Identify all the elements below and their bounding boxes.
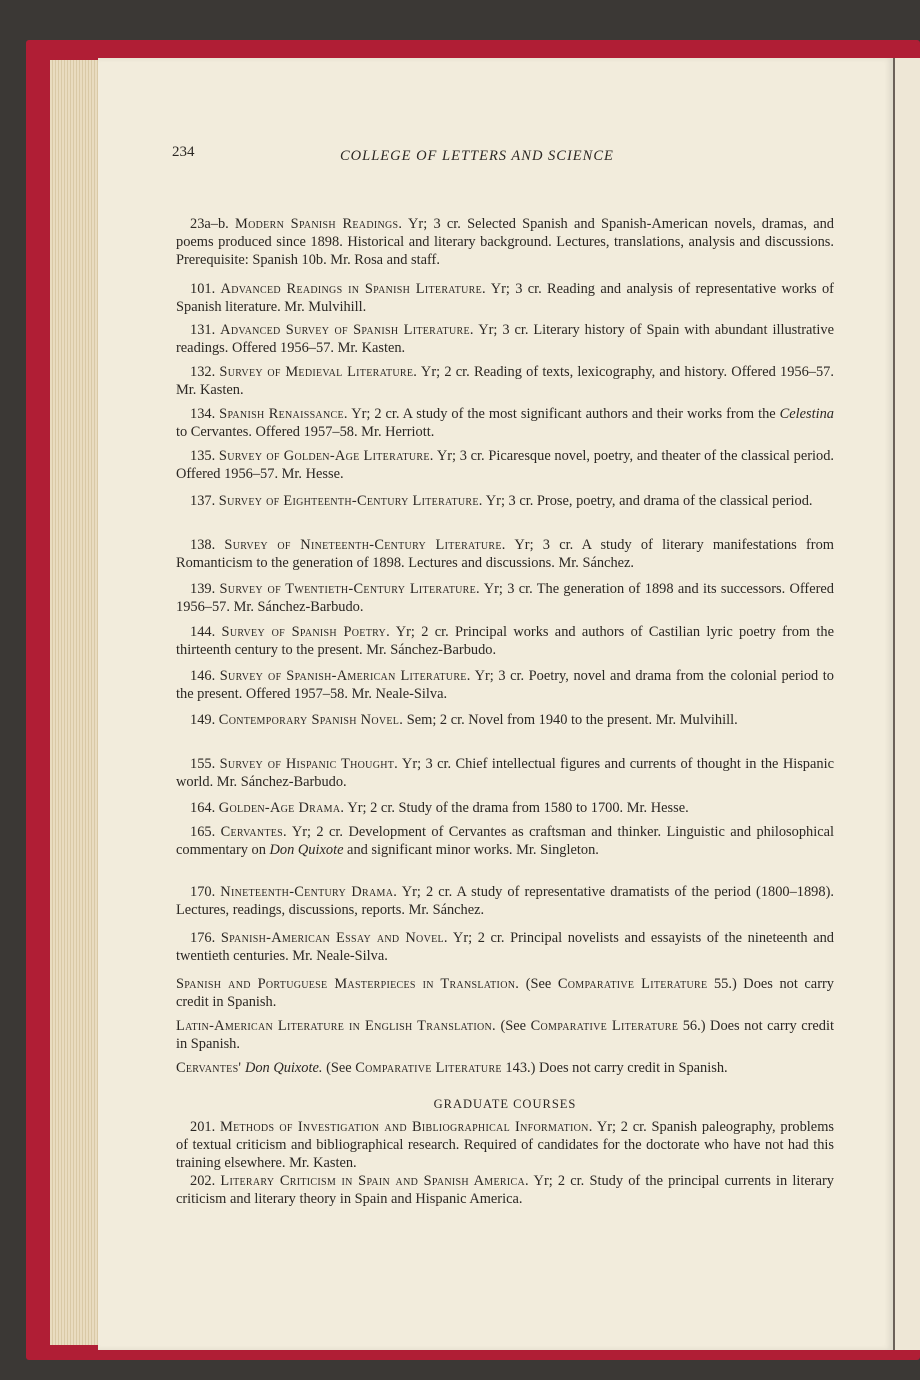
course-entry: 137. Survey of Eighteenth-Century Literature. Yr; 3 cr. Prose, poetry, and drama of the classical period.	[190, 493, 813, 509]
section-heading: GRADUATE COURSES	[433, 1097, 577, 1111]
course-entry: 155. Survey of Hispanic Thought. Yr; 3 cr. Chief intellectual figures and currents of thought in the Hispanic world. Mr. Sánchez-Barbudo.	[176, 756, 834, 790]
course-entry: 176. Spanish-American Essay and Novel. Yr; 2 cr. Principal novelists and essayists of the nineteenth and twentieth centuries. Mr. Neale-Silva.	[176, 930, 834, 964]
facing-page-edge	[893, 58, 920, 1350]
course-entry: 170. Nineteenth-Century Drama. Yr; 2 cr. A study of representative dramatists of the period (1800–1898). Lectures, readings, discussions, reports. Mr. Sánchez.	[176, 884, 834, 918]
course-entry: 101. Advanced Readings in Spanish Literature. Yr; 3 cr. Reading and analysis of representative works of Spanish literature. Mr. Mulvihill.	[176, 281, 834, 315]
course-entry: 135. Survey of Golden-Age Literature. Yr; 3 cr. Picaresque novel, poetry, and theater of the classical period. Offered 1956–57. Mr. Hesse.	[176, 448, 834, 482]
cross-reference: Spanish and Portuguese Masterpieces in Translation. (See Comparative Literature 55.) Does not carry credit in Spanish.	[176, 976, 834, 1010]
course-entry: 146. Survey of Spanish-American Literature. Yr; 3 cr. Poetry, novel and drama from the colonial period to the present. Offered 1957–58. Mr. Neale-Silva.	[176, 668, 834, 702]
cross-reference: Cervantes' Don Quixote. (See Comparative Literature 143.) Does not carry credit in Spanish.	[176, 1060, 728, 1076]
course-entry: 139. Survey of Twentieth-Century Literature. Yr; 3 cr. The generation of 1898 and its successors. Offered 1956–57. Mr. Sánchez-Barbudo.	[176, 581, 834, 615]
course-entry: 201. Methods of Investigation and Bibliographical Information. Yr; 2 cr. Spanish paleography, problems of textual criticism and bibliographical research. Required of candidates for the doctorate who have not had this training elsewhere. Mr. Kasten.	[176, 1119, 834, 1171]
course-entry: 144. Survey of Spanish Poetry. Yr; 2 cr. Principal works and authors of Castilian lyric poetry from the thirteenth century to the present. Mr. Sánchez-Barbudo.	[176, 624, 834, 658]
course-entry: 134. Spanish Renaissance. Yr; 2 cr. A study of the most significant authors and their works from the Celestina to Cervantes. Offered 1957–58. Mr. Herriott.	[176, 406, 834, 440]
course-entry: 23a–b. Modern Spanish Readings. Yr; 3 cr. Selected Spanish and Spanish-American novels, dramas, and poems produced since 1898. Historical and literary background. Lectures, translations, analysis and discussions. Prerequisite: Spanish 10b. Mr. Rosa and staff.	[176, 216, 834, 268]
running-head: COLLEGE OF LETTERS AND SCIENCE	[340, 148, 614, 164]
course-entry: 131. Advanced Survey of Spanish Literature. Yr; 3 cr. Literary history of Spain with abundant illustrative readings. Offered 1956–57. Mr. Kasten.	[176, 322, 834, 356]
course-entry: 164. Golden-Age Drama. Yr; 2 cr. Study of the drama from 1580 to 1700. Mr. Hesse.	[190, 800, 689, 816]
course-entry: 138. Survey of Nineteenth-Century Literature. Yr; 3 cr. A study of literary manifestations from Romanticism to the generation of 1898. Lectures and discussions. Mr. Sánchez.	[176, 537, 834, 571]
cross-reference: Latin-American Literature in English Translation. (See Comparative Literature 56.) Does not carry credit in Spanish.	[176, 1018, 834, 1052]
course-entry: 132. Survey of Medieval Literature. Yr; 2 cr. Reading of texts, lexicography, and history. Offered 1956–57. Mr. Kasten.	[176, 364, 834, 398]
course-entry: 149. Contemporary Spanish Novel. Sem; 2 cr. Novel from 1940 to the present. Mr. Mulvihill.	[190, 712, 738, 728]
page-number: 234	[172, 144, 195, 160]
course-entry: 165. Cervantes. Yr; 2 cr. Development of Cervantes as craftsman and thinker. Linguistic and philosophical commentary on Don Quixote and significant minor works. Mr. Singleton.	[176, 824, 834, 858]
course-entry: 202. Literary Criticism in Spain and Spanish America. Yr; 2 cr. Study of the principal currents in literary criticism and literary theory in Spain and Hispanic America.	[176, 1173, 834, 1207]
